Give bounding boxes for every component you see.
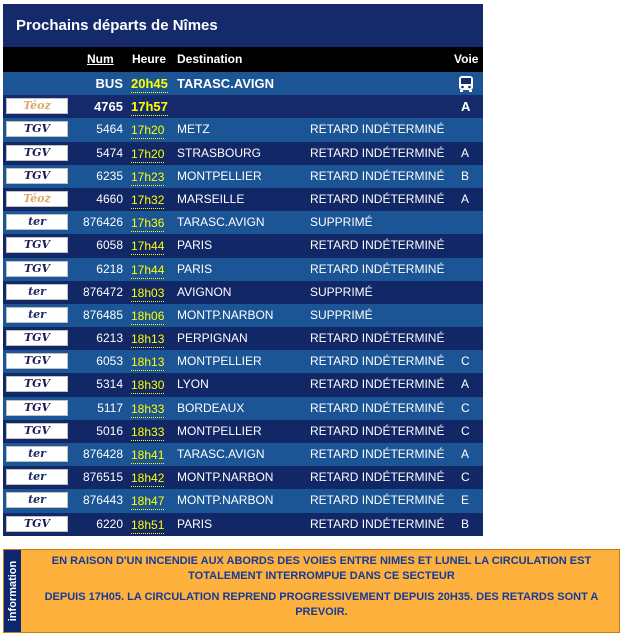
status: RETARD INDÉTERMINÉ [310,168,445,183]
departure-board [3,4,483,536]
status: RETARD INDÉTERMINÉ [310,354,445,369]
train-number: 4660 [96,191,123,206]
column-header-destination: Destination [177,52,243,66]
platform: A [461,145,470,160]
status: SUPPRIMÉ [310,307,373,322]
destination: TARASC.AVIGN [177,76,275,91]
tgv-logo: TGV [6,376,68,392]
departure-time: 18h03 [131,285,165,300]
departure-time: 17h20 [131,146,165,161]
departure-time: 18h47 [131,494,165,509]
platform: C [461,423,470,438]
tgv-logo: TGV [6,353,68,369]
tgv-logo: TGV [6,237,68,253]
tgv-logo: TGV [6,516,68,532]
status: RETARD INDÉTERMINÉ [310,400,445,415]
platform: A [461,377,470,392]
departure-time: 18h30 [131,378,165,393]
train-number: 6213 [96,331,123,346]
train-number: 5314 [96,377,123,392]
destination: PARIS [177,261,213,276]
destination: STRASBOURG [177,145,262,160]
status: RETARD INDÉTERMINÉ [310,122,445,137]
departure-time: 20h45 [131,76,168,91]
departure-time: 17h44 [131,262,165,277]
train-number: 876443 [82,493,123,508]
train-number: BUS [95,76,123,91]
status: RETARD INDÉTERMINÉ [310,191,445,206]
tgv-logo: TGV [6,121,68,137]
status: SUPPRIMÉ [310,284,373,299]
train-number: 5464 [96,122,123,137]
destination: PERPIGNAN [177,331,248,346]
information-banner [3,549,620,633]
departure-time: 18h13 [131,355,165,370]
departure-row [3,489,483,512]
tgv-logo: TGV [6,423,68,439]
destination: MONTP.NARBON [177,493,274,508]
platform: C [461,354,470,369]
train-number: 876426 [82,215,123,230]
departure-row [3,443,483,466]
tgv-logo: TGV [6,145,68,161]
status: RETARD INDÉTERMINÉ [310,423,445,438]
departure-time: 18h33 [131,424,165,439]
information-message [28,554,615,626]
train-number: 876472 [82,284,123,299]
status: RETARD INDÉTERMINÉ [310,447,445,461]
status: RETARD INDÉTERMINÉ [310,145,445,160]
departure-row [3,397,483,420]
departure-row [3,373,483,396]
status: RETARD INDÉTERMINÉ [310,331,445,346]
destination: PARIS [177,238,213,253]
departure-row [3,211,483,234]
tgv-logo: TGV [6,400,68,416]
departure-time: 17h23 [131,169,165,184]
destination: MARSEILLE [177,191,245,206]
platform: C [461,470,470,485]
platform: A [461,99,471,115]
destination: MONTPELLIER [177,168,262,183]
destination: MONTP.NARBON [177,307,274,322]
ter-logo: ter [6,307,68,323]
platform: B [461,516,470,531]
departure-row [3,165,483,188]
teoz-logo: Téoz [6,98,68,114]
teoz-logo: Téoz [6,191,68,207]
departure-row [3,327,483,350]
departure-row [3,118,483,141]
platform: A [461,191,470,206]
tgv-logo: TGV [6,168,68,184]
platform: C [461,400,470,415]
board-title: Prochains départs de Nîmes [3,4,483,47]
column-header-row [3,47,483,72]
departure-row [3,466,483,489]
train-number: 5474 [96,145,123,160]
destination: METZ [177,122,210,137]
status: RETARD INDÉTERMINÉ [310,516,445,531]
destination: TARASC.AVIGN [177,447,265,461]
status: RETARD INDÉTERMINÉ [310,238,445,253]
train-number: 876428 [82,447,123,461]
departure-time: 17h32 [131,192,165,207]
departure-time: 17h44 [131,239,165,254]
train-number: 6053 [96,354,123,369]
departure-row [3,258,483,281]
status: RETARD INDÉTERMINÉ [310,261,445,276]
departure-time: 18h06 [131,308,165,323]
train-number: 4765 [94,99,123,115]
departure-row-bus [3,72,483,95]
departure-row [3,513,483,536]
tgv-logo: TGV [6,330,68,346]
column-header-voie: Voie [454,52,479,66]
departure-list [3,118,483,535]
information-label-text: information [6,560,19,622]
destination: MONTP.NARBON [177,470,274,485]
train-number: 876515 [82,470,123,485]
status: RETARD INDÉTERMINÉ [310,470,445,485]
departure-time: 17h36 [131,216,165,231]
destination: PARIS [177,516,213,531]
platform: B [461,168,470,183]
destination: MONTPELLIER [177,354,262,369]
platform: E [461,493,470,508]
train-number: 876485 [82,307,123,322]
ter-logo: ter [6,469,68,485]
departure-time: 18h13 [131,332,165,347]
ter-logo: ter [6,284,68,300]
departure-row [3,350,483,373]
departure-time: 17h20 [131,123,165,138]
ter-logo: ter [6,492,68,508]
destination: MONTPELLIER [177,423,262,438]
ter-logo: ter [6,446,68,462]
departure-time: 18h33 [131,401,165,416]
destination: AVIGNON [177,284,232,299]
tgv-logo: TGV [6,261,68,277]
ter-logo: ter [6,214,68,230]
column-header-num: Num [87,52,114,66]
train-number: 5117 [97,400,123,415]
departure-row-teoz-4765 [3,95,483,118]
status: SUPPRIMÉ [310,215,373,230]
status: RETARD INDÉTERMINÉ [310,493,445,508]
train-number: 5016 [96,423,123,438]
information-line-1: EN RAISON D'UN INCENDIE AUX ABORDS DES VOIES ENTRE NIMES ET LUNEL LA CIRCULATION EST TOTALEMENT INTERROMPUE DANS CE SECTEUR [51,555,592,582]
departure-row [3,420,483,443]
departure-time: 18h41 [131,448,165,462]
information-line-2: DEPUIS 17H05. LA CIRCULATION REPREND PROGRESSIVEMENT DEPUIS 20H35. DES RETARDS SONT A PREVOIR. [44,591,599,618]
platform: A [461,447,470,461]
departure-row [3,234,483,257]
departure-row [3,188,483,211]
column-header-heure: Heure [132,52,167,66]
train-number: 6058 [96,238,123,253]
departure-time: 17h57 [131,99,168,115]
train-number: 6220 [96,516,123,531]
departure-row [3,304,483,327]
departure-row [3,142,483,165]
departure-time: 18h42 [131,471,165,486]
departure-time: 18h51 [131,517,165,532]
bus-icon [457,75,475,93]
train-number: 6235 [96,168,123,183]
destination: LYON [177,377,209,392]
departure-row [3,281,483,304]
destination: TARASC.AVIGN [177,215,265,230]
status: RETARD INDÉTERMINÉ [310,377,445,392]
destination: BORDEAUX [177,400,245,415]
train-number: 6218 [96,261,123,276]
information-label [4,550,21,632]
